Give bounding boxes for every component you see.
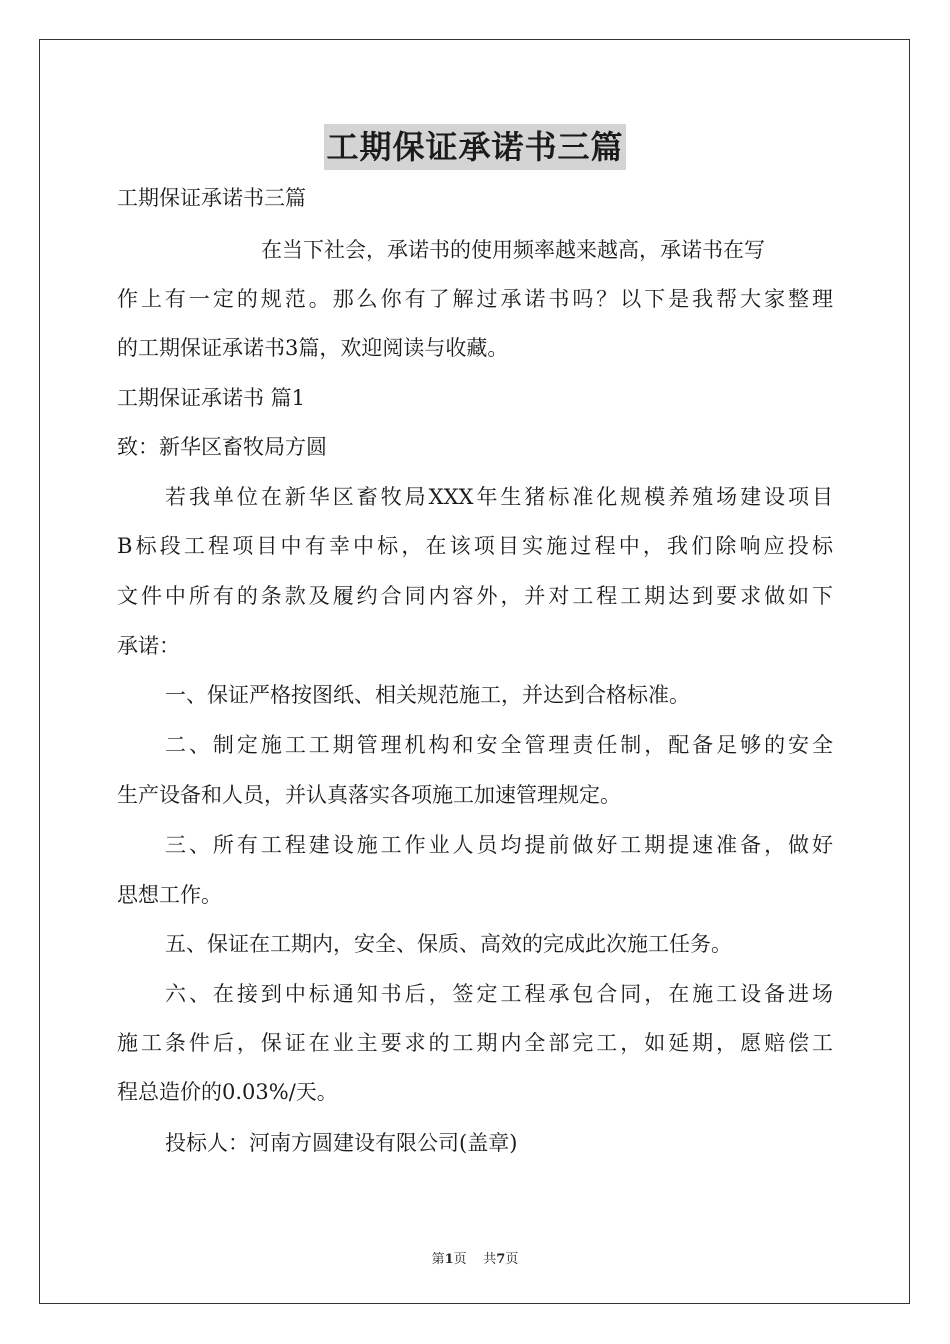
total-pages: 7 [496,1252,506,1267]
title-container [0,124,950,170]
page-suffix: 页 [453,1252,467,1267]
addressee-line: 致：新华区畜牧局方圆 [117,435,327,459]
total-suffix: 页 [505,1252,519,1267]
commitment-item-5: 五、保证在工期内，安全、保质、高效的完成此次施工任务。 [165,932,732,956]
commitment-item-6-line-2: 施工条件后，保证在业主要求的工期内全部完工，如延期，愿赔偿工 [117,1031,833,1055]
commitment-item-3-line-2: 思想工作。 [117,883,222,907]
commitment-item-2-line-2: 生产设备和人员，并认真落实各项施工加速管理规定。 [117,783,621,807]
subtitle-line: 工期保证承诺书三篇 [117,186,306,210]
document-title: 工期保证承诺书三篇 [324,124,625,170]
body-line-4: 承诺： [117,634,180,658]
intro-line-3: 的工期保证承诺书3篇，欢迎阅读与收藏。 [117,336,509,360]
page-number: 1 [444,1252,454,1267]
body-line-2: B标段工程项目中有幸中标，在该项目实施过程中，我们除响应投标 [117,534,833,558]
intro-line-2: 作上有一定的规范。那么你有了解过承诺书吗？以下是我帮大家整理 [117,287,833,311]
page-border [39,39,910,1304]
commitment-item-6-line-1: 六、在接到中标通知书后，签定工程承包合同，在施工设备进场 [165,982,833,1006]
commitment-item-6-line-3: 程总造价的0.03%/天。 [117,1080,338,1104]
body-line-3: 文件中所有的条款及履约合同内容外，并对工程工期达到要求做如下 [117,584,833,608]
page-prefix: 第 [431,1252,445,1267]
commitment-item-3-line-1: 三、所有工程建设施工作业人员均提前做好工期提速准备，做好 [165,833,833,857]
commitment-item-2-line-1: 二、制定施工工期管理机构和安全管理责任制，配备足够的安全 [165,733,833,757]
bidder-signature-line: 投标人：河南方圆建设有限公司(盖章) [165,1131,518,1155]
commitment-item-1: 一、保证严格按图纸、相关规范施工，并达到合格标准。 [165,683,690,707]
body-line-1: 若我单位在新华区畜牧局XXX年生猪标准化规模养殖场建设项目 [165,485,833,509]
page-footer [0,1248,950,1267]
intro-line-1: 在当下社会，承诺书的使用频率越来越高，承诺书在写 [261,238,765,262]
section-heading: 工期保证承诺书 篇1 [117,386,306,410]
total-prefix: 共 [483,1252,497,1267]
